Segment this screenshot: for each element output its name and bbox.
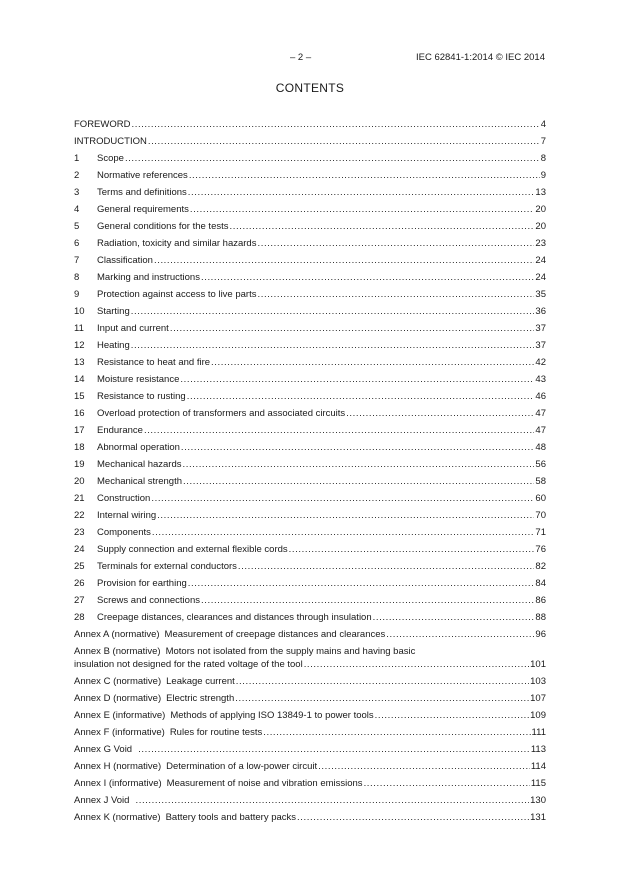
toc-entry-page: 107	[530, 693, 546, 704]
toc-entry-title: Scope	[97, 153, 124, 164]
toc-entry-page: 48	[535, 442, 546, 453]
toc-entry-title: Leakage current	[166, 676, 235, 687]
leader-dots	[138, 741, 530, 758]
toc-entry-page: 20	[535, 221, 546, 232]
leader-dots	[152, 524, 535, 541]
toc-entry-page: 114	[530, 761, 546, 772]
leader-dots	[157, 507, 534, 524]
toc-entry-annex-label: Annex J Void	[74, 795, 130, 806]
toc-entry-title: Mechanical hazards	[97, 459, 182, 470]
toc-entry-page: 76	[535, 544, 546, 555]
leader-dots	[297, 809, 529, 826]
toc-entry-annex[interactable]	[74, 758, 546, 775]
toc-entry-clause[interactable]	[74, 439, 546, 456]
toc-entry-page: 71	[535, 527, 546, 538]
toc-entry-page: 24	[535, 272, 546, 283]
clause-list	[74, 150, 546, 626]
toc-entry-clause[interactable]	[74, 201, 546, 218]
toc-entry-title: Moisture resistance	[97, 374, 180, 385]
toc-entry-annex-label: Annex C (normative)	[74, 676, 162, 687]
toc-entry-number: 7	[74, 255, 80, 266]
toc-entry-page: 43	[535, 374, 546, 385]
toc-entry-annex[interactable]	[74, 775, 546, 792]
toc-entry-number: 8	[74, 272, 80, 283]
annex-list	[74, 626, 546, 826]
leader-dots	[289, 541, 535, 558]
leader-dots	[181, 439, 535, 456]
toc-entry-title: Components	[97, 527, 151, 538]
toc-entry-clause[interactable]	[74, 507, 546, 524]
toc-entry-page: 130	[530, 795, 546, 806]
toc-entry-page: 56	[535, 459, 546, 470]
toc-entry-page: 4	[540, 119, 546, 130]
leader-dots	[151, 490, 534, 507]
toc-entry-title: Battery tools and battery packs	[165, 812, 297, 823]
toc-entry-page: 20	[535, 204, 546, 215]
toc-entry-number: 18	[74, 442, 85, 453]
toc-entry-title-continued: insulation not designed for the rated voltage of the tool	[74, 659, 303, 670]
toc-entry-number: 4	[74, 204, 80, 215]
toc-entry-number: 16	[74, 408, 85, 419]
toc-entry-clause[interactable]	[74, 235, 546, 252]
leader-dots	[201, 592, 534, 609]
toc-entry-title: Classification	[97, 255, 153, 266]
leader-dots	[304, 658, 529, 671]
toc-entry-first-line	[74, 645, 546, 658]
leader-dots	[201, 269, 534, 286]
toc-entry-number: 21	[74, 493, 85, 504]
leader-dots	[187, 388, 535, 405]
toc-entry-title: Measurement of noise and vibration emissions	[166, 778, 363, 789]
leader-dots	[373, 609, 535, 626]
toc-entry-number: 9	[74, 289, 80, 300]
toc-entry-title: Screws and connections	[97, 595, 200, 606]
toc-entry-clause[interactable]	[74, 337, 546, 354]
toc-entry-number: 26	[74, 578, 85, 589]
toc-entry-page: 47	[535, 425, 546, 436]
toc-entry-number: 14	[74, 374, 85, 385]
leader-dots	[170, 320, 535, 337]
toc-entry-clause[interactable]	[74, 456, 546, 473]
toc-entry-title: Endurance	[97, 425, 143, 436]
toc-entry-page: 86	[535, 595, 546, 606]
toc-entry-title: Terminals for external conductors	[97, 561, 237, 572]
toc-entry-page: 42	[535, 357, 546, 368]
toc-entry-page: 23	[535, 238, 546, 249]
leader-dots	[257, 286, 534, 303]
toc-entry-number: 3	[74, 187, 80, 198]
toc-entry-page: 9	[540, 170, 546, 181]
toc-entry-title: Construction	[97, 493, 151, 504]
toc-entry-clause[interactable]	[74, 388, 546, 405]
toc-entry-title: Terms and definitions	[97, 187, 187, 198]
toc-entry-number: 12	[74, 340, 85, 351]
toc-entry-page: 47	[535, 408, 546, 419]
toc-entry-title: Determination of a low-power circuit	[166, 761, 318, 772]
toc-entry-clause[interactable]	[74, 405, 546, 422]
toc-entry-clause[interactable]	[74, 218, 546, 235]
leader-dots	[135, 792, 529, 809]
toc-entry-page: 7	[540, 136, 546, 147]
leader-dots	[386, 626, 534, 643]
toc-entry-page: 60	[535, 493, 546, 504]
leader-dots	[346, 405, 534, 422]
toc-entry-page: 37	[535, 323, 546, 334]
toc-entry-annex[interactable]	[74, 673, 546, 690]
toc-entry-clause[interactable]	[74, 320, 546, 337]
leader-dots	[318, 758, 530, 775]
toc-entry-clause[interactable]	[74, 592, 546, 609]
toc-entry-page: 8	[540, 153, 546, 164]
toc-entry-page: 103	[530, 676, 546, 687]
toc-entry-title: Protection against access to live parts	[97, 289, 257, 300]
toc-entry-annex[interactable]	[74, 643, 546, 673]
toc-entry-title: General requirements	[97, 204, 189, 215]
leader-dots	[211, 354, 534, 371]
toc-entry-title: Resistance to heat and fire	[97, 357, 211, 368]
toc-entry-title: Mechanical strength	[97, 476, 183, 487]
toc-entry-page: 13	[535, 187, 546, 198]
toc-entry-page: 115	[530, 778, 546, 789]
toc-entry-clause[interactable]	[74, 184, 546, 201]
toc-entry-annex-label: Annex I (informative)	[74, 778, 162, 789]
toc-entry-number: 28	[74, 612, 85, 623]
toc-entry-page: 36	[535, 306, 546, 317]
toc-entry-annex[interactable]	[74, 707, 546, 724]
toc-entry-clause[interactable]	[74, 422, 546, 439]
toc-entry-title: Provision for earthing	[97, 578, 187, 589]
toc-entry-annex[interactable]	[74, 690, 546, 707]
toc-entry-title: General conditions for the tests	[97, 221, 229, 232]
toc-entry-clause[interactable]	[74, 150, 546, 167]
toc-entry-clause[interactable]	[74, 541, 546, 558]
toc-entry-number: 6	[74, 238, 80, 249]
toc-entry-annex-label: Annex A (normative)	[74, 629, 160, 640]
page-title: CONTENTS	[275, 81, 345, 95]
toc-entry-second-line	[74, 658, 546, 671]
toc-entry-title: Measurement of creepage distances and clearances	[164, 629, 386, 640]
toc-entry-page: 37	[535, 340, 546, 351]
leader-dots	[131, 303, 535, 320]
toc-entry-number: 19	[74, 459, 85, 470]
toc-entry-annex-label: Annex K (normative)	[74, 812, 161, 823]
toc-entry-title: Resistance to rusting	[97, 391, 186, 402]
toc-entry-clause[interactable]	[74, 371, 546, 388]
toc-entry-page: 131	[530, 812, 546, 823]
toc-entry-annex-label: Annex D (normative)	[74, 693, 162, 704]
leader-dots	[183, 456, 535, 473]
leader-dots	[263, 724, 530, 741]
toc-entry-annex[interactable]	[74, 626, 546, 643]
leader-dots	[180, 371, 534, 388]
leader-dots	[364, 775, 530, 792]
toc-entry-annex-label: Annex B (normative)	[74, 646, 161, 657]
toc-entry-title: Marking and instructions	[97, 272, 200, 283]
toc-entry-clause[interactable]	[74, 609, 546, 626]
leader-dots	[236, 673, 529, 690]
toc-entry-annex[interactable]	[74, 809, 546, 826]
leader-dots	[257, 235, 534, 252]
toc-entry-number: 24	[74, 544, 85, 555]
table-of-contents	[74, 116, 546, 826]
toc-entry-number: 20	[74, 476, 85, 487]
leader-dots	[188, 184, 535, 201]
toc-entry-title: Methods of applying ISO 13849-1 to power tools	[170, 710, 374, 721]
toc-entry-clause[interactable]	[74, 524, 546, 541]
toc-entry-introduction[interactable]	[74, 133, 546, 150]
toc-entry-page: 70	[535, 510, 546, 521]
toc-entry-number: 22	[74, 510, 85, 521]
toc-entry-title: Radiation, toxicity and similar hazards	[97, 238, 257, 249]
toc-entry-title: Normative references	[97, 170, 188, 181]
toc-entry-page: 113	[530, 744, 546, 755]
toc-entry-number: 13	[74, 357, 85, 368]
leader-dots	[188, 575, 535, 592]
toc-entry-foreword[interactable]	[74, 116, 546, 133]
toc-entry-annex[interactable]	[74, 724, 546, 741]
leader-dots	[125, 150, 540, 167]
leader-dots	[238, 558, 535, 575]
page-number-header: – 2 –	[290, 52, 312, 63]
toc-entry-clause[interactable]	[74, 490, 546, 507]
toc-entry-number: 15	[74, 391, 85, 402]
toc-entry-clause[interactable]	[74, 558, 546, 575]
leader-dots	[131, 116, 539, 133]
toc-entry-number: 25	[74, 561, 85, 572]
toc-entry-clause[interactable]	[74, 303, 546, 320]
leader-dots	[235, 690, 529, 707]
toc-entry-title: Overload protection of transformers and associated circuits	[97, 408, 346, 419]
toc-entry-title: Heating	[97, 340, 130, 351]
toc-entry-title: Creepage distances, clearances and distances through insulation	[97, 612, 372, 623]
toc-entry-page: 109	[530, 710, 546, 721]
toc-entry-page: 84	[535, 578, 546, 589]
leader-dots	[190, 201, 535, 218]
toc-entry-page: 58	[535, 476, 546, 487]
toc-entry-title: Input and current	[97, 323, 169, 334]
toc-entry-clause[interactable]	[74, 473, 546, 490]
toc-entry-clause[interactable]	[74, 167, 546, 184]
toc-entry-clause[interactable]	[74, 286, 546, 303]
toc-entry-page: 101	[530, 659, 546, 670]
toc-entry-number: 2	[74, 170, 80, 181]
toc-entry-annex-label: Annex H (normative)	[74, 761, 162, 772]
leader-dots	[230, 218, 535, 235]
toc-entry-title: Internal wiring	[97, 510, 157, 521]
toc-entry-page: 82	[535, 561, 546, 572]
toc-entry-title: INTRODUCTION	[74, 136, 147, 147]
toc-entry-annex[interactable]	[74, 792, 546, 809]
toc-entry-page: 111	[531, 727, 546, 738]
leader-dots	[131, 337, 535, 354]
leader-dots	[375, 707, 529, 724]
toc-entry-number: 17	[74, 425, 85, 436]
toc-entry-annex-label: Annex E (informative)	[74, 710, 166, 721]
toc-entry-title: Rules for routine tests	[169, 727, 263, 738]
toc-entry-number: 23	[74, 527, 85, 538]
toc-entry-annex-label: Annex F (informative)	[74, 727, 165, 738]
toc-entry-title: Electric strength	[166, 693, 235, 704]
toc-entry-title: Supply connection and external flexible cords	[97, 544, 288, 555]
toc-entry-clause[interactable]	[74, 354, 546, 371]
toc-entry-clause[interactable]	[74, 269, 546, 286]
toc-entry-number: 27	[74, 595, 85, 606]
toc-entry-number: 5	[74, 221, 80, 232]
toc-entry-title: Abnormal operation	[97, 442, 180, 453]
leader-dots	[148, 133, 540, 150]
toc-entry-page: 24	[535, 255, 546, 266]
leader-dots	[189, 167, 540, 184]
toc-entry-annex[interactable]	[74, 741, 546, 758]
toc-entry-clause[interactable]	[74, 252, 546, 269]
toc-entry-annex-label: Annex G Void	[74, 744, 133, 755]
toc-entry-title: Starting	[97, 306, 130, 317]
toc-entry-title: Motors not isolated from the supply mains and having basic	[165, 646, 416, 657]
toc-entry-page: 96	[535, 629, 546, 640]
toc-entry-number: 1	[74, 153, 80, 164]
toc-entry-page: 88	[535, 612, 546, 623]
toc-entry-number: 10	[74, 306, 85, 317]
toc-entry-title: FOREWORD	[74, 119, 131, 130]
toc-entry-number: 11	[74, 323, 84, 334]
leader-dots	[154, 252, 534, 269]
toc-entry-clause[interactable]	[74, 575, 546, 592]
leader-dots	[183, 473, 534, 490]
document-id-header: IEC 62841-1:2014 © IEC 2014	[415, 52, 545, 63]
toc-entry-page: 35	[535, 289, 546, 300]
toc-entry-page: 46	[535, 391, 546, 402]
leader-dots	[144, 422, 534, 439]
